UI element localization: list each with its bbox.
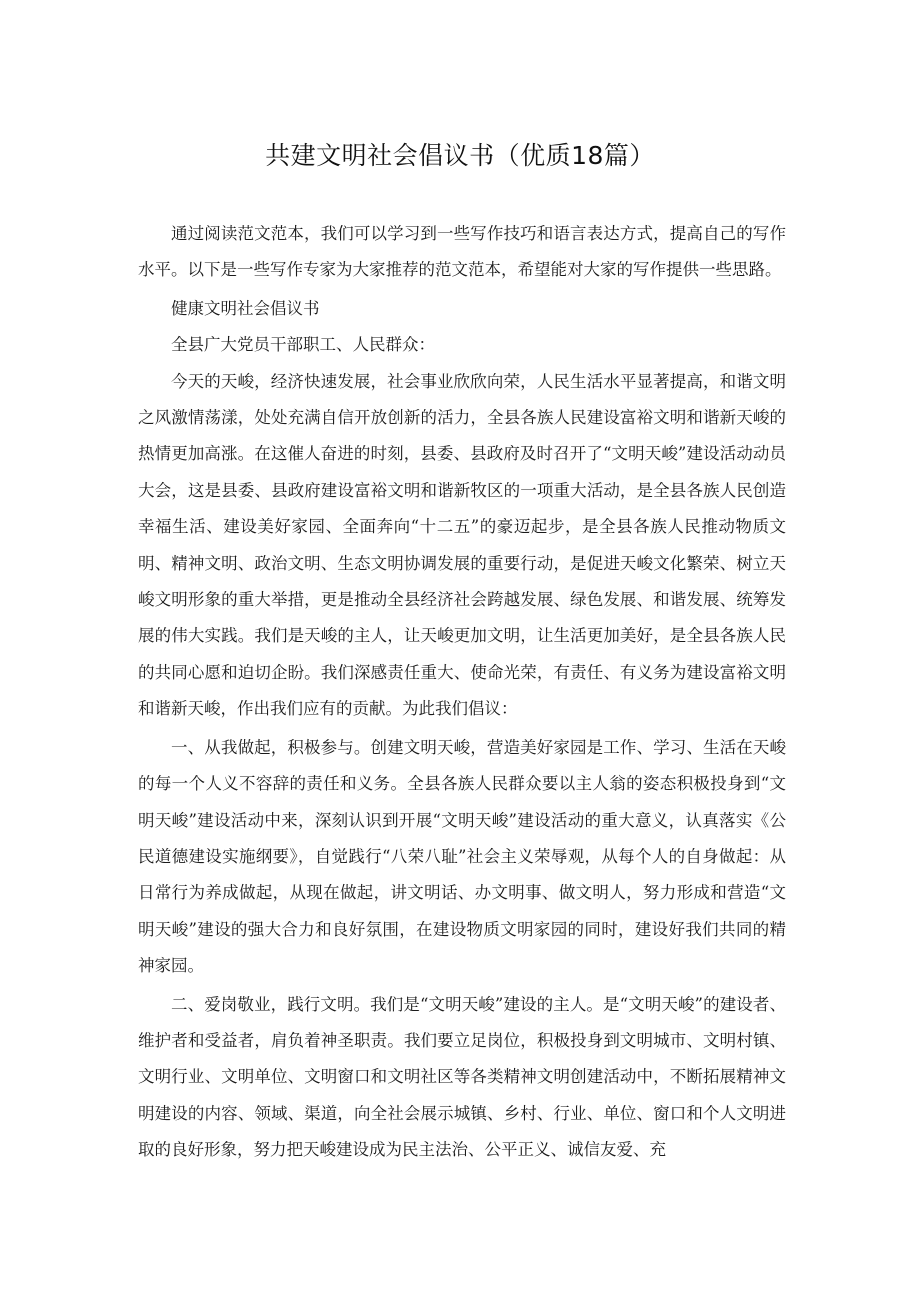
document-title: 共建文明社会倡议书（优质18篇） — [265, 141, 655, 170]
section-heading: 健康文明社会倡议书 — [171, 298, 320, 318]
document-body — [138, 216, 786, 1169]
intro-paragraph: 通过阅读范文范本，我们可以学习到一些写作技巧和语言表达方式，提高自己的写作水平。以下是一些写作专家为大家推荐的范文范本，希望能对大家的写作提供一些思路。 — [138, 224, 786, 280]
salutation: 全县广大党员干部职工、人民群众： — [171, 335, 435, 355]
proposal-one-paragraph: 一、从我做起，积极参与。创建文明天峻，营造美好家园是工作、学习、生活在天峻的每一个人义不容辞的责任和义务。全县各族人民群众要以主人翁的姿态积极投身到“文明天峻”建设活动中来，深刻认识到开展“文明天峻”建设活动的重大意义，认真落实《公民道德建设实施纲要》，自觉践行“八荣八耻”社会主义荣辱观，从每个人的自身做起：从日常行为养成做起，从现在做起，讲文明话、办文明事、做文明人，努力形成和营造“文明天峻”建设的强大合力和良好氛围，在建设物质文明家园的同时，建设好我们共同的精神家园。 — [138, 737, 786, 976]
body-paragraph: 今天的天峻，经济快速发展，社会事业欣欣向荣，人民生活水平显著提高，和谐文明之风激情荡漾，处处充满自信开放创新的活力，全县各族人民建设富裕文明和谐新天峻的热情更加高涨。在这催人奋进的时刻，县委、县政府及时召开了“文明天峻”建设活动动员大会，这是县委、县政府建设富裕文明和谐新牧区的一项重大活动，是全县各族人民创造幸福生活、建设美好家园、全面奔向“十二五”的豪迈起步，是全县各族人民推动物质文明、精神文明、政治文明、生态文明协调发展的重要行动，是促进天峻文化繁荣、树立天峻文明形象的重大举措，更是推动全县经济社会跨越发展、绿色发展、和谐发展、统筹发展的伟大实践。我们是天峻的主人，让天峻更加文明，让生活更加美好，是全县各族人民的共同心愿和迫切企盼。我们深感责任重大、使命光荣，有责任、有义务为建设富裕文明和谐新天峻，作出我们应有的贡献。为此我们倡议： — [138, 371, 786, 719]
proposal-two-paragraph: 二、爱岗敬业，践行文明。我们是“文明天峻”建设的主人。是“文明天峻”的建设者、维护者和受益者，肩负着神圣职责。我们要立足岗位，积极投身到文明城市、文明村镇、文明行业、文明单位、文明窗口和文明社区等各类精神文明创建活动中，不断拓展精神文明建设的内容、领域、渠道，向全社会展示城镇、乡村、行业、单位、窗口和个人文明进取的良好形象，努力把天峻建设成为民主法治、公平正义、诚信友爱、充 — [138, 994, 786, 1160]
